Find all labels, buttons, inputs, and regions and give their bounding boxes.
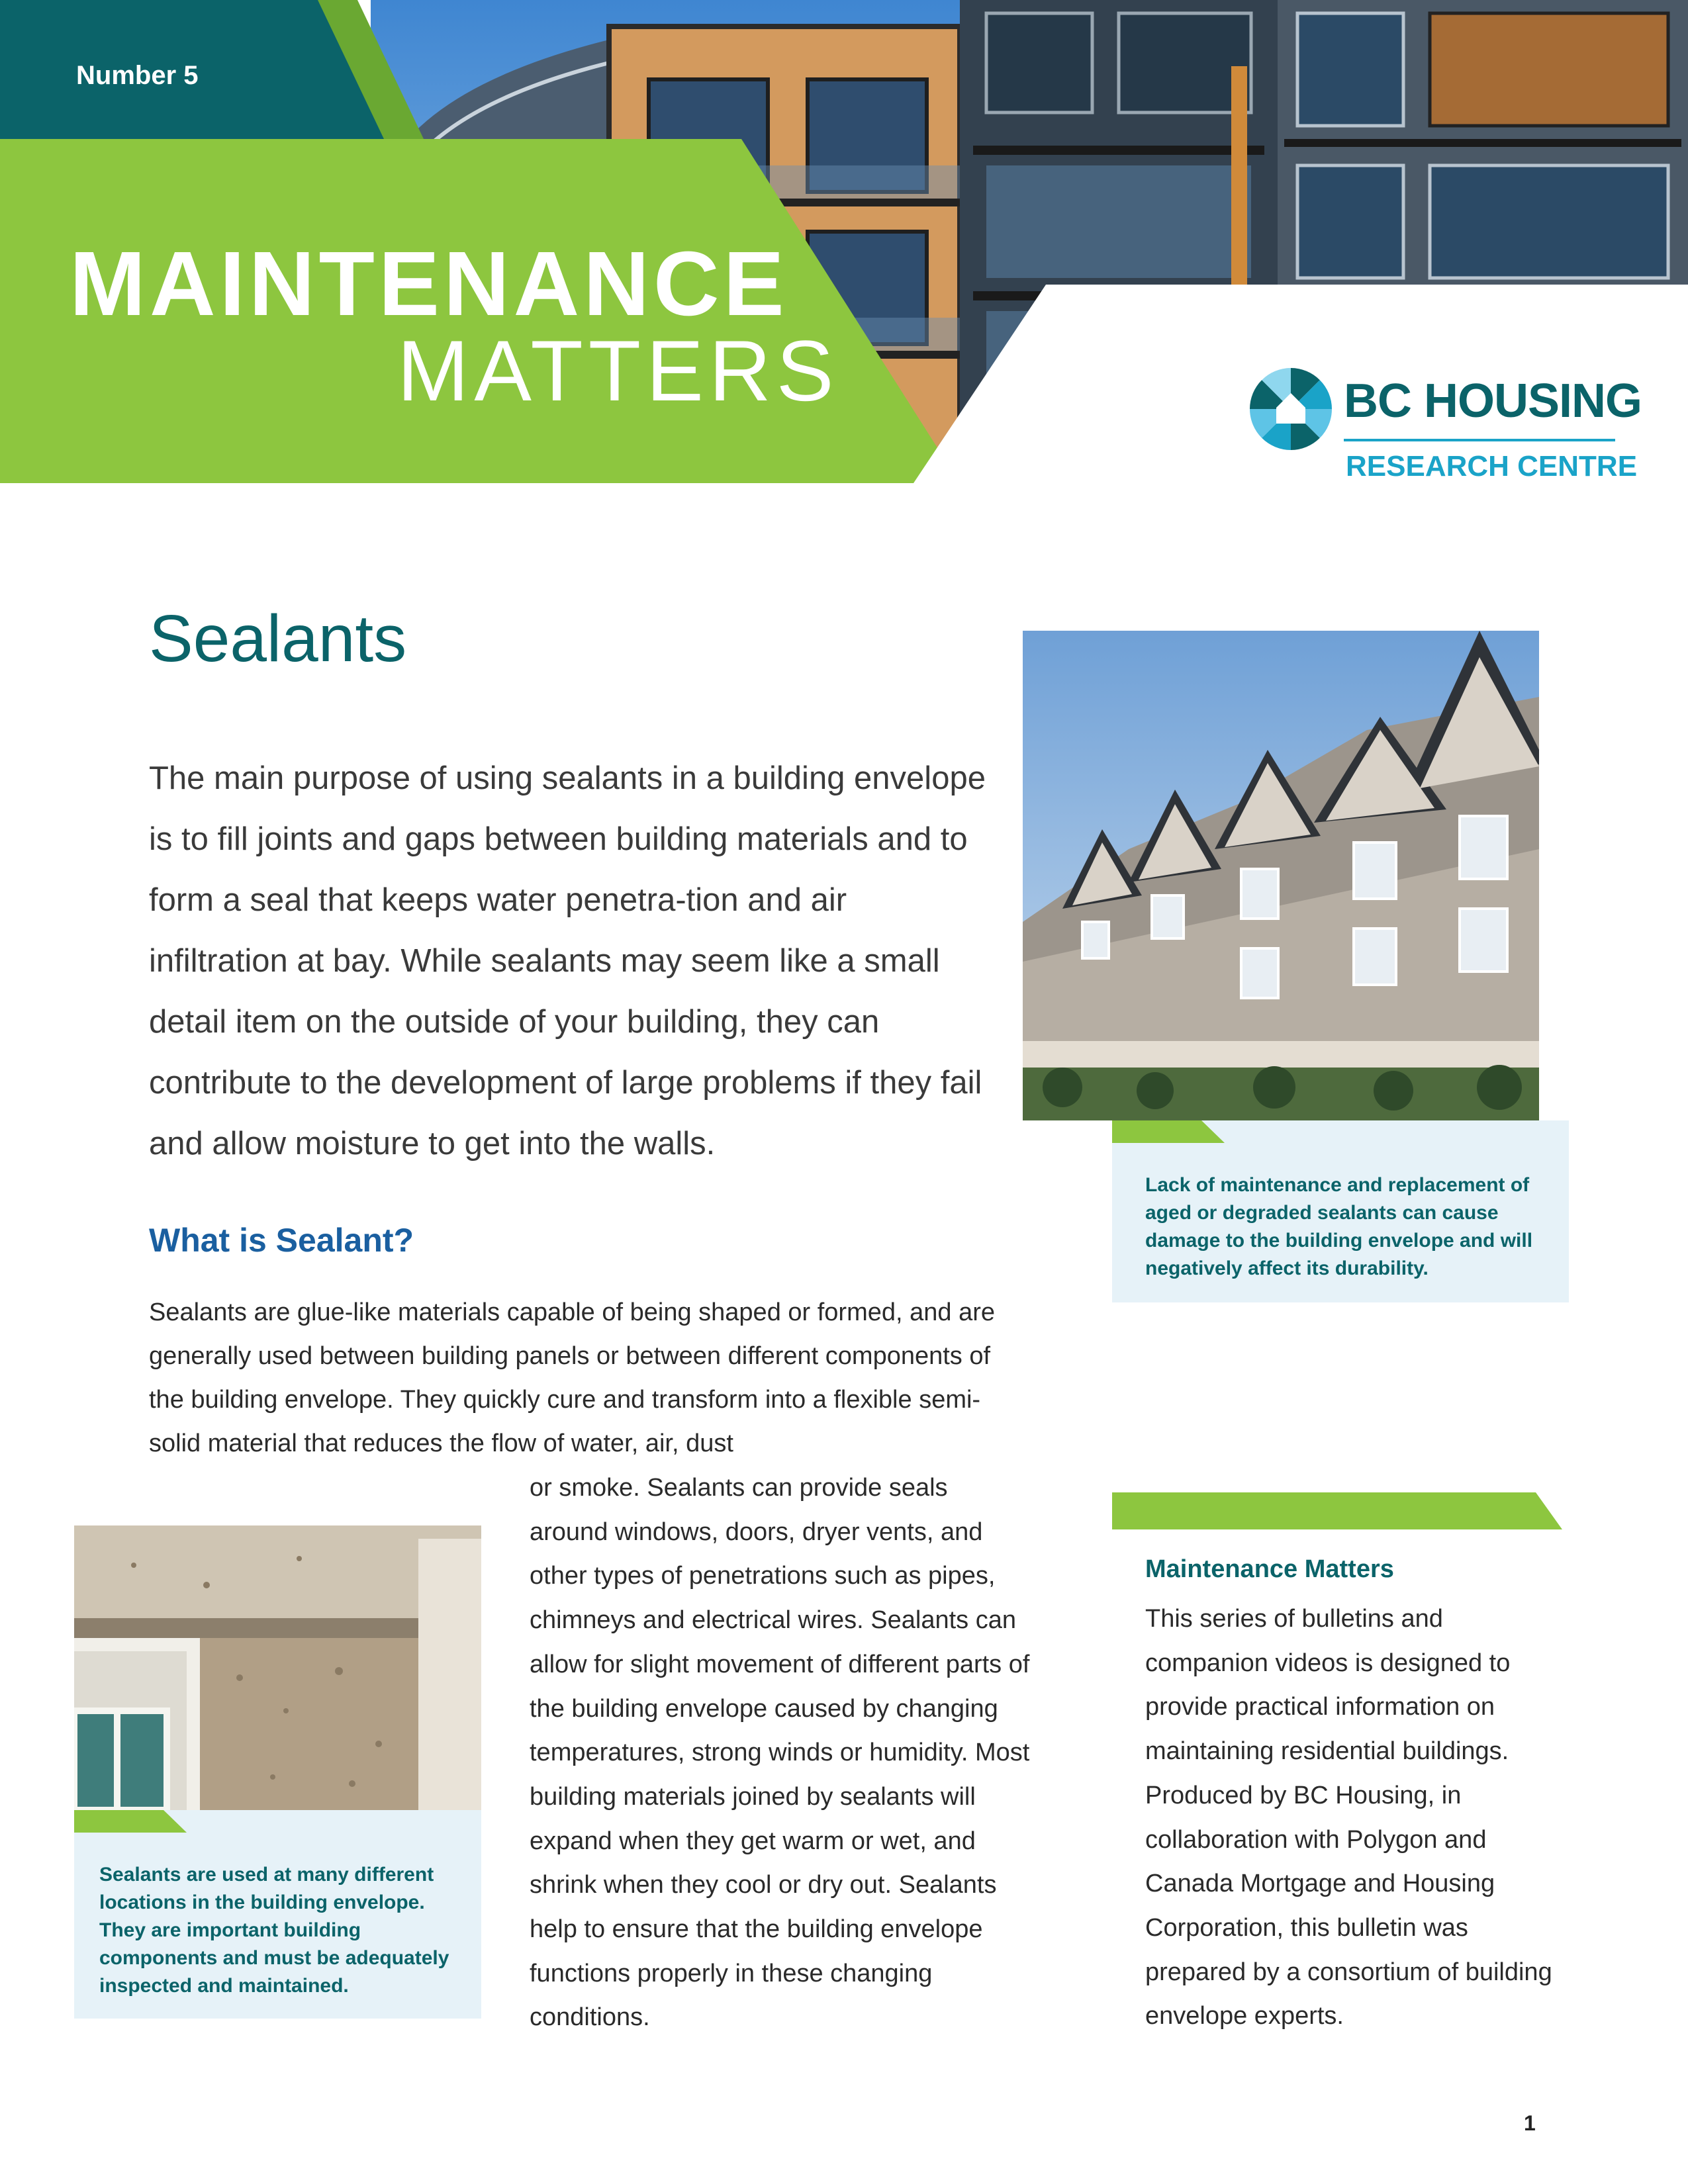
issue-number: Number 5: [76, 61, 199, 90]
section-paragraph-column: or smoke. Sealants can provide seals around windows, doors, dryer vents, and other types of penetrations such as pipes, chimneys and electrical wires. Sealants can allow for slight movement of different parts of the building envelope caused by changing temperatures, strong winds or humidity. Most building materials joined by sealants will expand when they get warm or wet, and shrink when they cool or dry out. Sealants help to ensure that the building envelope functions properly in these changing conditions.: [530, 1474, 1030, 2032]
section-paragraph-top: Sealants are glue-like materials capable of being shaped or formed, and are generally used between building panels or between different components of the building envelope. They quickly cure and transform into a flexible semi-solid material that reduces the flow of water, air, dust: [149, 1298, 995, 1457]
logo-name: BC HOUSING: [1344, 375, 1642, 428]
sidebar-body: This series of bulletins and companion videos is designed to provide practical information on maintaining residential buildings. Produced by BC Housing, in collaboration with Polygon and Canada Mortgage and Housing Corporation, this bulletin was prepared by a consortium of building envelope experts.: [1145, 1605, 1552, 2030]
series-title-line2: MATTERS: [397, 322, 839, 419]
sidebar-accent-bar: [1112, 1492, 1562, 1529]
window-sealant-photo: [74, 1525, 481, 1810]
section-heading: What is Sealant?: [149, 1222, 414, 1259]
townhouses-caption: Lack of maintenance and replacement of aged or degraded sealants can cause damage to the building envelope and will negatively affect its durability.: [1145, 1174, 1533, 1279]
page-number: 1: [1524, 2111, 1536, 2135]
sidebar-heading: Maintenance Matters: [1145, 1555, 1394, 1583]
townhouses-photo: [1023, 631, 1539, 1120]
page-title: Sealants: [149, 602, 407, 676]
logo-divider: [1344, 439, 1615, 441]
intro-paragraph: The main purpose of using sealants in a building envelope is to fill joints and gaps between building materials and to form a seal that keeps water penetra-tion and air infiltration at bay. While sealants may seem like a small detail item on the outside of your building, they can contribute to the development of large problems if they fail and allow moisture to get into the walls.: [149, 760, 986, 1161]
bc-housing-logo-icon: [1248, 366, 1334, 452]
window-caption: Sealants are used at many different locations in the building envelope. They are important building components and must be adequately inspected and maintained.: [99, 1864, 449, 1997]
logo-subtitle: RESEARCH CENTRE: [1346, 450, 1638, 482]
series-title-line1: MAINTENANCE: [70, 233, 788, 335]
